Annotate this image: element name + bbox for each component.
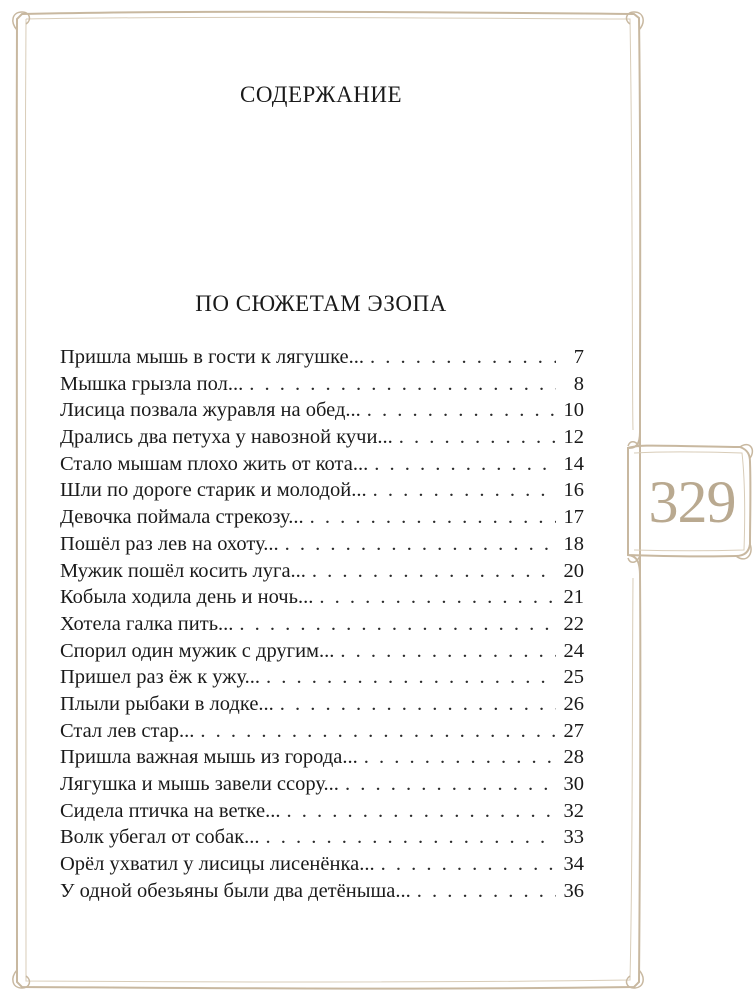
toc-entry-page: 28: [563, 746, 584, 769]
toc-dot-leader: [381, 853, 556, 876]
toc-entry-title: Волк убегал от собак...: [60, 826, 260, 849]
toc-dot-leader: [266, 826, 556, 849]
toc-entry: [60, 613, 584, 640]
toc-entry-page: 10: [563, 399, 584, 422]
toc-entry-page: 25: [563, 666, 584, 689]
toc-dot-leader: [417, 880, 556, 903]
toc-dot-leader: [319, 586, 556, 609]
toc-entry-title: Пришла мышь в гости к лягушке...: [60, 346, 364, 368]
toc-entry: [60, 560, 584, 587]
toc-entry: [60, 346, 584, 373]
toc-entry-title: Хотела галка пить...: [60, 612, 234, 635]
toc-entry-title: Шли по дороге старик и молодой...: [60, 479, 367, 502]
toc-dot-leader: [286, 800, 556, 823]
toc-entry-title: Кобыла ходила день и ночь...: [60, 586, 314, 609]
toc-dot-leader: [310, 506, 556, 529]
toc-dot-leader: [399, 426, 556, 449]
toc-entry-title: Орёл ухватил у лисицы лисенёнка...: [60, 853, 375, 876]
toc-entry: [60, 666, 584, 693]
toc-entry: [60, 426, 584, 453]
toc-dot-leader: [249, 373, 556, 396]
toc-dot-leader: [373, 479, 556, 502]
toc-entry-page: 17: [563, 506, 584, 529]
toc-entry-title: Пришел раз ёж к ужу...: [60, 666, 261, 689]
toc-dot-leader: [285, 533, 556, 556]
toc-entry-page: 33: [563, 826, 584, 849]
toc-entry-page: 36: [563, 879, 584, 902]
page-number: 329: [648, 468, 736, 535]
toc-entry-title: Стал лев стар...: [60, 719, 195, 742]
toc-entry-title: Мышка грызла пол...: [60, 372, 244, 395]
toc-dot-leader: [340, 640, 556, 663]
toc-entry-page: 12: [563, 426, 584, 449]
toc-entry: [60, 693, 584, 720]
toc-dot-leader: [239, 613, 556, 636]
toc-entry-page: 24: [563, 639, 584, 662]
toc-entry: [60, 399, 584, 426]
toc-entry: [60, 533, 584, 560]
toc-entry: [60, 506, 584, 533]
toc-entry-title: Стало мышам плохо жить от кота...: [60, 452, 369, 475]
toc-dot-leader: [374, 453, 556, 476]
toc-entry: [60, 853, 584, 880]
toc-entry-page: 22: [563, 612, 584, 635]
toc-entry-title: Пришла важная мышь из города...: [60, 746, 358, 769]
toc-entry-page: 20: [563, 559, 584, 582]
toc-entry: [60, 800, 584, 827]
toc-entry-page: 18: [563, 532, 584, 555]
table-of-contents: [60, 346, 584, 906]
toc-entry: [60, 773, 584, 800]
toc-entry: [60, 640, 584, 667]
toc-dot-leader: [370, 346, 556, 369]
toc-entry-page: 27: [563, 719, 584, 742]
toc-dot-leader: [266, 666, 556, 689]
toc-entry-title: Сидела птичка на ветке...: [60, 799, 281, 822]
toc-entry-page: 14: [563, 452, 584, 475]
section-title: ПО СЮЖЕТАМ ЭЗОПА: [195, 291, 447, 316]
toc-entry-page: 16: [563, 479, 584, 502]
toc-entry: [60, 453, 584, 480]
toc-entry: [60, 479, 584, 506]
toc-entry-page: 21: [563, 586, 584, 609]
toc-entry-page: 26: [563, 692, 584, 715]
toc-entry-title: Пошёл раз лев на охоту...: [60, 532, 279, 555]
toc-dot-leader: [312, 560, 556, 583]
toc-entry-page: 34: [563, 853, 584, 876]
toc-entry-title: Дрались два петуха у навозной кучи...: [60, 426, 393, 449]
toc-entry-title: Спорил один мужик с другим...: [60, 639, 335, 662]
toc-entry-title: Плыли рыбаки в лодке...: [60, 692, 274, 715]
toc-entry-title: Лягушка и мышь завели ссору...: [60, 773, 339, 795]
toc-dot-leader: [345, 773, 556, 796]
toc-entry-title: У одной обезьяны были два детёныша...: [60, 879, 411, 902]
toc-entry: [60, 746, 584, 773]
toc-entry-title: Лисица позвала журавля на обед...: [60, 399, 361, 422]
toc-entry-page: 30: [563, 773, 584, 795]
toc-entry: [60, 373, 584, 400]
toc-entry: [60, 586, 584, 613]
toc-entry-page: 32: [563, 799, 584, 822]
toc-dot-leader: [280, 693, 556, 716]
toc-entry-page: 7: [573, 346, 584, 368]
toc-entry: [60, 720, 584, 747]
toc-entry-page: 8: [573, 372, 584, 395]
toc-dot-leader: [367, 399, 556, 422]
toc-entry-title: Мужик пошёл косить луга...: [60, 559, 306, 582]
toc-entry: [60, 880, 584, 907]
toc-entry: [60, 826, 584, 853]
toc-dot-leader: [200, 720, 556, 743]
toc-dot-leader: [364, 746, 556, 769]
toc-entry-title: Девочка поймала стрекозу...: [60, 506, 304, 529]
page-title: СОДЕРЖАНИЕ: [239, 82, 402, 107]
